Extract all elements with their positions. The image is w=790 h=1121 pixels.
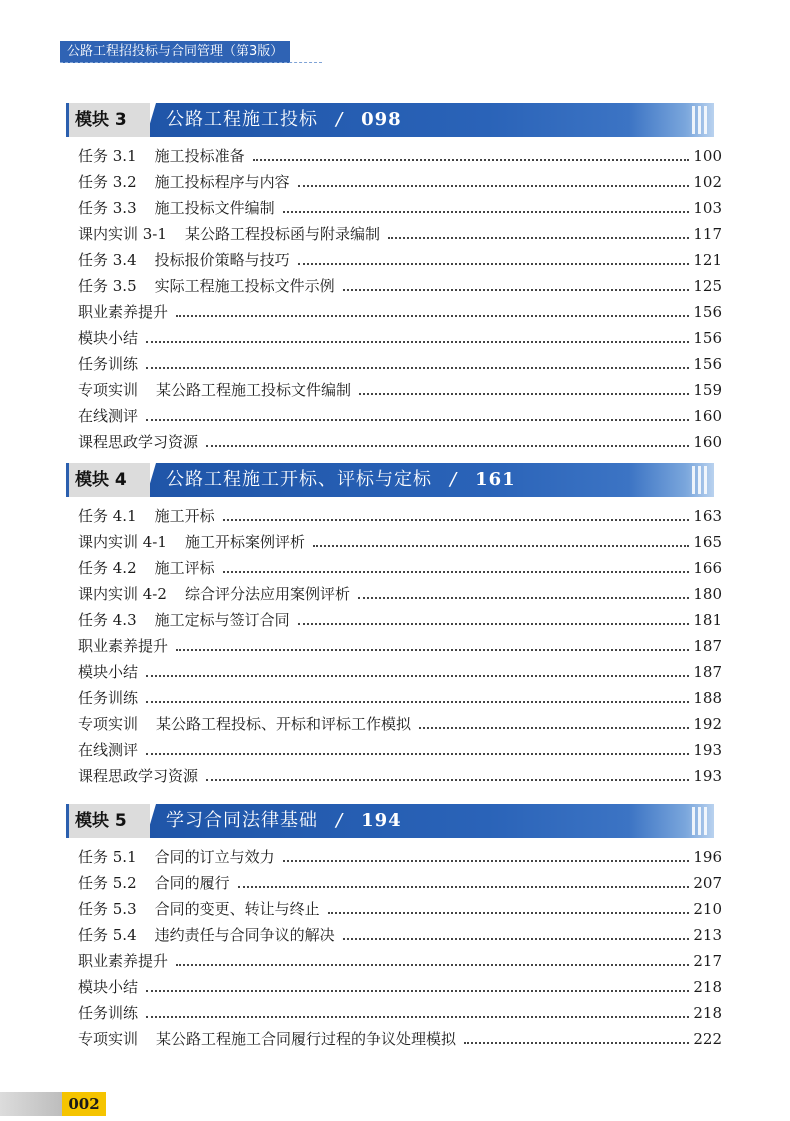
leader-dots [146, 366, 689, 369]
entry-title: 任务训练 [78, 1004, 139, 1022]
module-page-number: 161 [475, 469, 516, 490]
toc-entry[interactable] [78, 145, 722, 167]
entry-code: 专项实训 [78, 1030, 139, 1048]
entry-label [78, 950, 168, 972]
leader-dots [146, 989, 689, 992]
entry-label [78, 661, 138, 683]
entry-title: 施工定标与签订合同 [154, 611, 290, 629]
entry-page-number: 210 [693, 900, 722, 918]
leader-dots [146, 1015, 689, 1018]
toc-entry[interactable] [78, 872, 722, 894]
entry-title: 投标报价策略与技巧 [154, 251, 290, 269]
leader-dots [223, 518, 690, 521]
entry-page-number: 193 [693, 767, 722, 785]
leader-dots [343, 288, 690, 291]
entry-code: 课内实训 4-2 [78, 585, 167, 603]
entry-title: 施工投标程序与内容 [154, 173, 290, 191]
toc-entry[interactable] [78, 583, 722, 605]
entry-code: 任务 3.2 [78, 173, 137, 191]
leader-dots [176, 648, 689, 651]
entry-label [78, 249, 290, 271]
leader-dots [253, 158, 690, 161]
entry-code: 任务 4.2 [78, 559, 137, 577]
entry-code: 任务 5.3 [78, 900, 137, 918]
toc-entry[interactable] [78, 713, 722, 735]
entry-label [78, 635, 168, 657]
entry-page-number: 196 [693, 848, 722, 866]
entry-title: 某公路工程施工合同履行过程的争议处理模拟 [156, 1030, 457, 1048]
leader-dots [343, 937, 690, 940]
toc-entry[interactable] [78, 249, 722, 271]
entry-label [78, 531, 305, 553]
page-number: 002 [62, 1092, 106, 1116]
leader-dots [238, 885, 690, 888]
title-separator: / [336, 109, 344, 130]
module-heading [66, 103, 714, 137]
leader-dots [358, 596, 689, 599]
leader-dots [328, 911, 690, 914]
leader-dots [176, 963, 689, 966]
entry-label [78, 301, 168, 323]
module-title: 学习合同法律基础 [166, 810, 318, 831]
entry-title: 职业素养提升 [78, 952, 169, 970]
entry-title: 施工开标 [154, 507, 215, 525]
entry-title: 在线测评 [78, 407, 139, 425]
toc-entry[interactable] [78, 1028, 722, 1050]
entry-label [78, 353, 138, 375]
toc-entry[interactable] [78, 531, 722, 553]
entry-label [78, 197, 275, 219]
module-title: 公路工程施工开标、评标与定标 [166, 469, 432, 490]
entry-label [78, 171, 290, 193]
banner-stripes [692, 106, 708, 134]
entry-title: 合同的变更、转让与终止 [154, 900, 320, 918]
entry-page-number: 160 [693, 407, 722, 425]
entry-title: 模块小结 [78, 978, 139, 996]
entry-label [78, 145, 245, 167]
entry-code: 专项实训 [78, 381, 139, 399]
module-title-line [166, 463, 516, 497]
entry-title: 施工投标准备 [154, 147, 245, 165]
module-title-line [166, 804, 402, 838]
leader-dots [176, 314, 689, 317]
entry-title: 某公路工程施工投标文件编制 [156, 381, 352, 399]
entry-label [78, 431, 198, 453]
title-separator: / [450, 469, 458, 490]
entry-code: 课内实训 4-1 [78, 533, 167, 551]
entry-title: 某公路工程投标函与附录编制 [184, 225, 380, 243]
leader-dots [146, 418, 689, 421]
leader-dots [283, 210, 690, 213]
leader-dots [146, 340, 689, 343]
entry-label [78, 687, 138, 709]
leader-dots [298, 622, 690, 625]
entry-code: 任务 3.5 [78, 277, 137, 295]
entry-label [78, 739, 138, 761]
leader-dots [146, 674, 689, 677]
module-page-number: 194 [361, 810, 402, 831]
leader-dots [206, 778, 689, 781]
entry-label [78, 327, 138, 349]
leader-dots [464, 1041, 689, 1044]
leader-dots [283, 859, 690, 862]
toc-entry[interactable] [78, 171, 722, 193]
entry-page-number: 218 [693, 978, 722, 996]
entry-code: 任务 5.1 [78, 848, 137, 866]
entry-code: 任务 5.4 [78, 926, 137, 944]
entry-page-number: 166 [693, 559, 722, 577]
entry-label [78, 275, 335, 297]
module-tag: 模块 3 [66, 103, 150, 137]
entry-title: 任务训练 [78, 355, 139, 373]
entry-code: 任务 4.3 [78, 611, 137, 629]
entry-page-number: 102 [693, 173, 722, 191]
entry-code: 课内实训 3-1 [78, 225, 167, 243]
entry-page-number: 156 [693, 303, 722, 321]
entry-page-number: 159 [693, 381, 722, 399]
module-heading [66, 463, 714, 497]
entry-code: 任务 3.4 [78, 251, 137, 269]
entry-page-number: 193 [693, 741, 722, 759]
entry-page-number: 160 [693, 433, 722, 451]
entry-title: 某公路工程投标、开标和评标工作模拟 [156, 715, 412, 733]
entry-page-number: 165 [693, 533, 722, 551]
entry-title: 模块小结 [78, 663, 139, 681]
toc-entry[interactable] [78, 405, 722, 427]
entry-code: 任务 5.2 [78, 874, 137, 892]
module-title-line [166, 103, 402, 137]
entry-title: 课程思政学习资源 [78, 433, 199, 451]
banner-stripes [692, 807, 708, 835]
entry-page-number: 103 [693, 199, 722, 217]
entry-title: 违约责任与合同争议的解决 [154, 926, 335, 944]
running-header [60, 40, 290, 62]
leader-dots [298, 262, 690, 265]
entry-label [78, 223, 380, 245]
entry-label [78, 924, 335, 946]
entry-label [78, 379, 351, 401]
entry-title: 综合评分法应用案例评析 [184, 585, 350, 603]
entry-code: 任务 4.1 [78, 507, 137, 525]
entry-title: 在线测评 [78, 741, 139, 759]
entry-label [78, 405, 138, 427]
module-tag: 模块 4 [66, 463, 150, 497]
entry-page-number: 187 [693, 637, 722, 655]
toc-entry[interactable] [78, 505, 722, 527]
book-title-box [60, 41, 290, 63]
leader-dots [206, 444, 689, 447]
entry-page-number: 121 [693, 251, 722, 269]
module-page-number: 098 [361, 109, 402, 130]
toc-entry[interactable] [78, 1002, 722, 1024]
toc-entry[interactable] [78, 609, 722, 631]
toc-entry[interactable] [78, 275, 722, 297]
leader-dots [146, 752, 689, 755]
entry-label [78, 976, 138, 998]
entry-page-number: 222 [693, 1030, 722, 1048]
toc-entry[interactable] [78, 557, 722, 579]
toc-entry[interactable] [78, 687, 722, 709]
entry-page-number: 163 [693, 507, 722, 525]
entry-title: 合同的履行 [154, 874, 230, 892]
entry-page-number: 117 [693, 225, 722, 243]
leader-dots [146, 700, 689, 703]
module-heading [66, 804, 714, 838]
toc-entry[interactable] [78, 976, 722, 998]
entry-title: 施工评标 [154, 559, 215, 577]
entry-code: 任务 3.3 [78, 199, 137, 217]
toc-entry[interactable] [78, 924, 722, 946]
entry-page-number: 217 [693, 952, 722, 970]
entry-page-number: 188 [693, 689, 722, 707]
module-title: 公路工程施工投标 [166, 109, 318, 130]
toc-entry[interactable] [78, 898, 722, 920]
entry-page-number: 180 [693, 585, 722, 603]
entry-page-number: 125 [693, 277, 722, 295]
entry-title: 施工开标案例评析 [184, 533, 305, 551]
toc-entry[interactable] [78, 197, 722, 219]
leader-dots [359, 392, 689, 395]
entry-title: 任务训练 [78, 689, 139, 707]
entry-title: 合同的订立与效力 [154, 848, 275, 866]
toc-entry[interactable] [78, 379, 722, 401]
book-title: 公路工程招投标与合同管理 [67, 44, 224, 59]
toc-entry[interactable] [78, 353, 722, 375]
entry-label [78, 583, 350, 605]
toc-entry[interactable] [78, 223, 722, 245]
entry-page-number: 218 [693, 1004, 722, 1022]
header-dashed-rule [60, 62, 322, 63]
entry-label [78, 505, 215, 527]
entry-title: 实际工程施工投标文件示例 [154, 277, 335, 295]
entry-title: 课程思政学习资源 [78, 767, 199, 785]
leader-dots [223, 570, 690, 573]
entry-title: 职业素养提升 [78, 637, 169, 655]
entry-label [78, 872, 230, 894]
toc-entry[interactable] [78, 327, 722, 349]
entry-page-number: 187 [693, 663, 722, 681]
leader-dots [313, 544, 689, 547]
toc-entry[interactable] [78, 661, 722, 683]
title-separator: / [336, 810, 344, 831]
toc-entry[interactable] [78, 950, 722, 972]
toc-entry[interactable] [78, 635, 722, 657]
leader-dots [298, 184, 690, 187]
entry-label [78, 1002, 138, 1024]
entry-label [78, 765, 198, 787]
entry-title: 模块小结 [78, 329, 139, 347]
entry-page-number: 192 [693, 715, 722, 733]
module-tag: 模块 5 [66, 804, 150, 838]
entry-title: 职业素养提升 [78, 303, 169, 321]
entry-page-number: 213 [693, 926, 722, 944]
edition-label: （第3版） [223, 44, 284, 59]
toc-entry[interactable] [78, 431, 722, 453]
toc-entry[interactable] [78, 301, 722, 323]
entry-code: 任务 3.1 [78, 147, 137, 165]
banner-stripes [692, 466, 708, 494]
entry-page-number: 100 [693, 147, 722, 165]
entry-label [78, 1028, 456, 1050]
toc-entry[interactable] [78, 739, 722, 761]
entry-page-number: 156 [693, 355, 722, 373]
entry-label [78, 898, 320, 920]
entry-code: 专项实训 [78, 715, 139, 733]
entry-page-number: 207 [693, 874, 722, 892]
entry-page-number: 156 [693, 329, 722, 347]
entry-label [78, 557, 215, 579]
entry-label [78, 846, 275, 868]
toc-entry[interactable] [78, 846, 722, 868]
leader-dots [419, 726, 689, 729]
leader-dots [388, 236, 689, 239]
entry-page-number: 181 [693, 611, 722, 629]
entry-title: 施工投标文件编制 [154, 199, 275, 217]
toc-entry[interactable] [78, 765, 722, 787]
footer-gray-bar [0, 1092, 62, 1116]
entry-label [78, 713, 411, 735]
entry-label [78, 609, 290, 631]
